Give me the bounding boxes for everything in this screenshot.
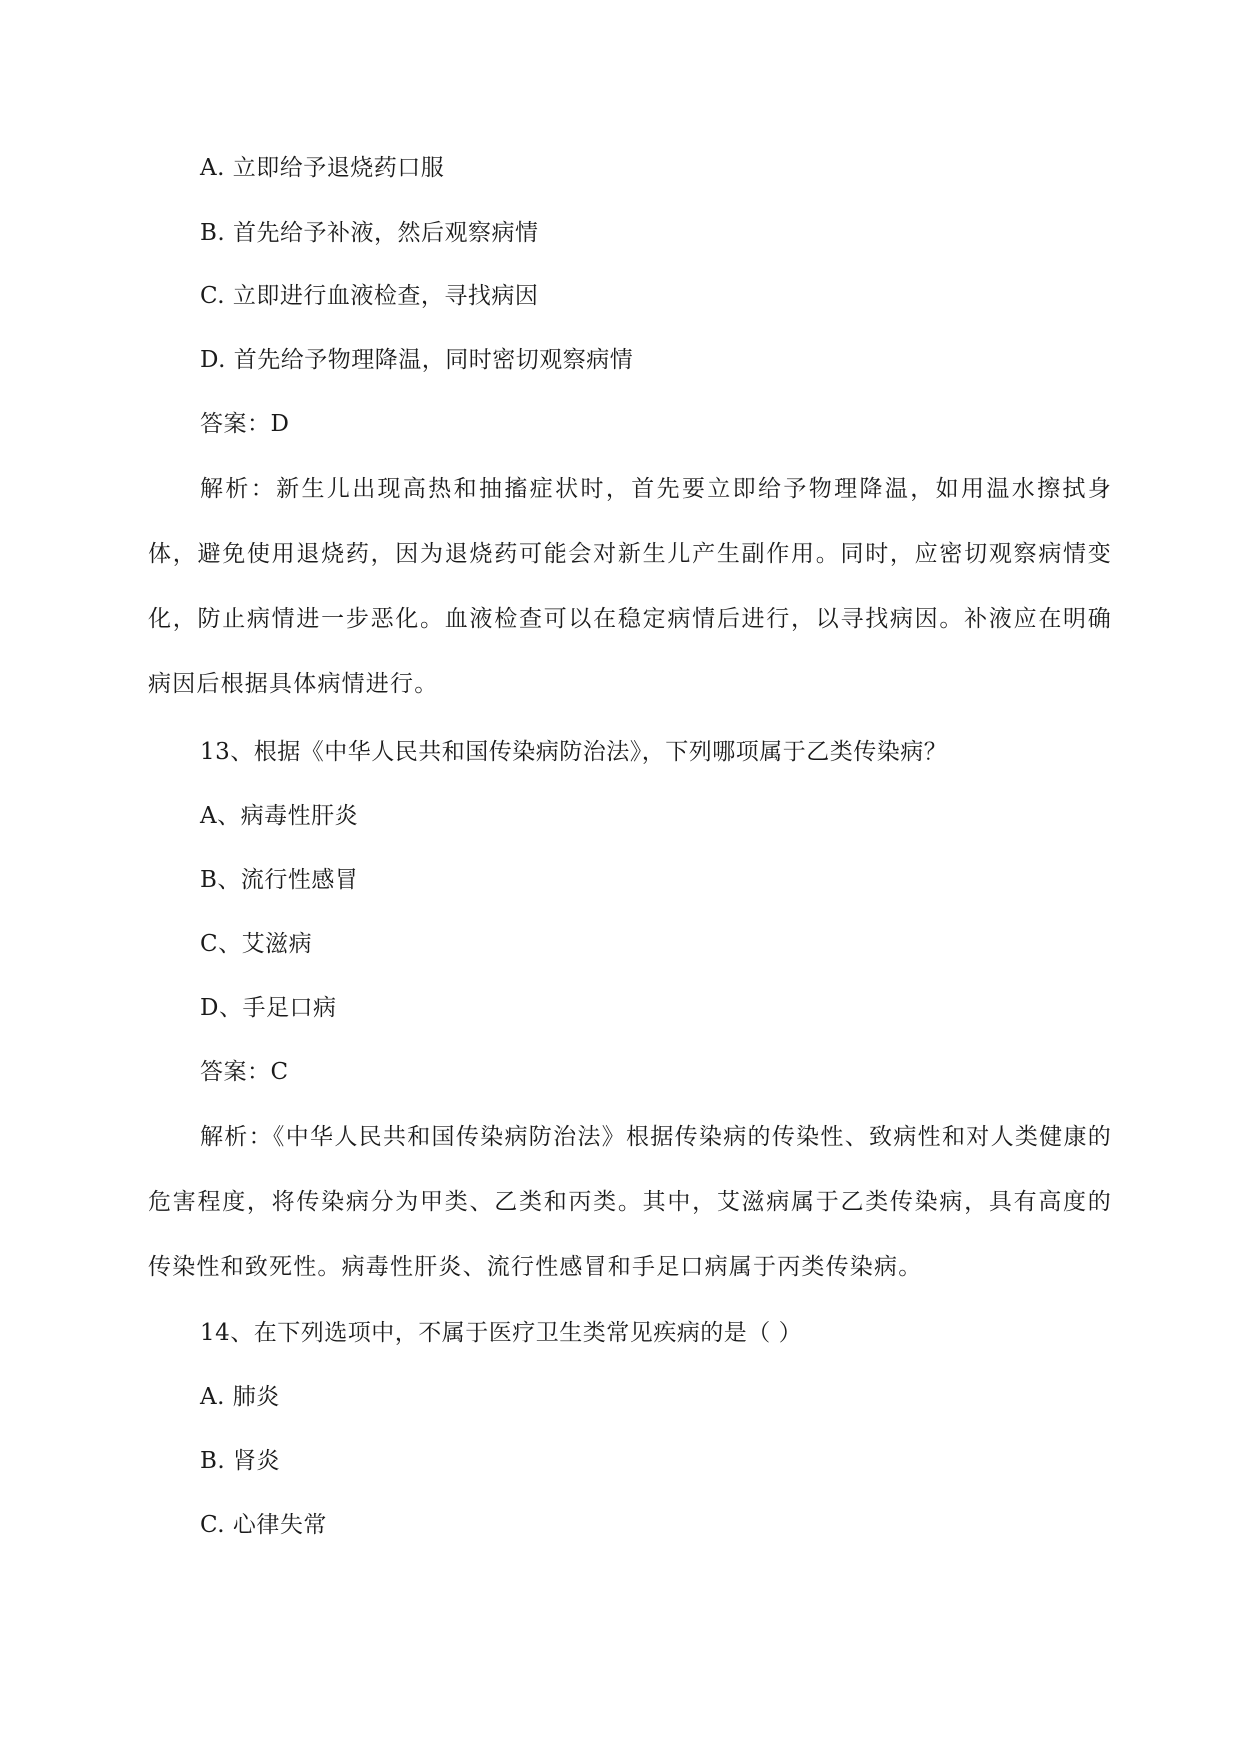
q13-question: 13、根据《中华人民共和国传染病防治法》，下列哪项属于乙类传染病？ xyxy=(200,739,948,765)
q12-option-c: C. 立即进行血液检查，寻找病因 xyxy=(200,283,539,309)
q13-option-a: A、病毒性肝炎 xyxy=(200,803,359,829)
q13-option-b: B、流行性感冒 xyxy=(200,867,359,893)
q12-option-d: D. 首先给予物理降温，同时密切观察病情 xyxy=(200,347,634,373)
q14-question: 14、在下列选项中，不属于医疗卫生类常见疾病的是（ ） xyxy=(200,1320,803,1346)
q12-option-b: B. 首先给予补液，然后观察病情 xyxy=(200,220,539,246)
q12-option-a: A. 立即给予退烧药口服 xyxy=(200,155,445,181)
q14-option-c: C. 心律失常 xyxy=(200,1512,327,1538)
q14-option-b: B. 肾炎 xyxy=(200,1448,281,1474)
q13-analysis: 解析：《中华人民共和国传染病防治法》根据传染病的传染性、致病性和对人类健康的危害程度，将传染病分为甲类、乙类和丙类。其中，艾滋病属于乙类传染病，具有高度的传染性和致死性。病毒性肝炎、流行性感冒和手足口病属于丙类传染病。 xyxy=(148,1124,1112,1280)
q13-option-c: C、艾滋病 xyxy=(200,931,313,957)
q14-option-a: A. 肺炎 xyxy=(200,1384,280,1410)
q13-option-d: D、手足口病 xyxy=(200,995,337,1021)
q13-answer: 答案：C xyxy=(200,1059,289,1085)
q12-answer: 答案：D xyxy=(200,411,290,437)
q12-analysis: 解析：新生儿出现高热和抽搐症状时，首先要立即给予物理降温，如用温水擦拭身体，避免使用退烧药，因为退烧药可能会对新生儿产生副作用。同时，应密切观察病情变化，防止病情进一步恶化。血液检查可以在稳定病情后进行，以寻找病因。补液应在明确病因后根据具体病情进行。 xyxy=(148,476,1112,697)
